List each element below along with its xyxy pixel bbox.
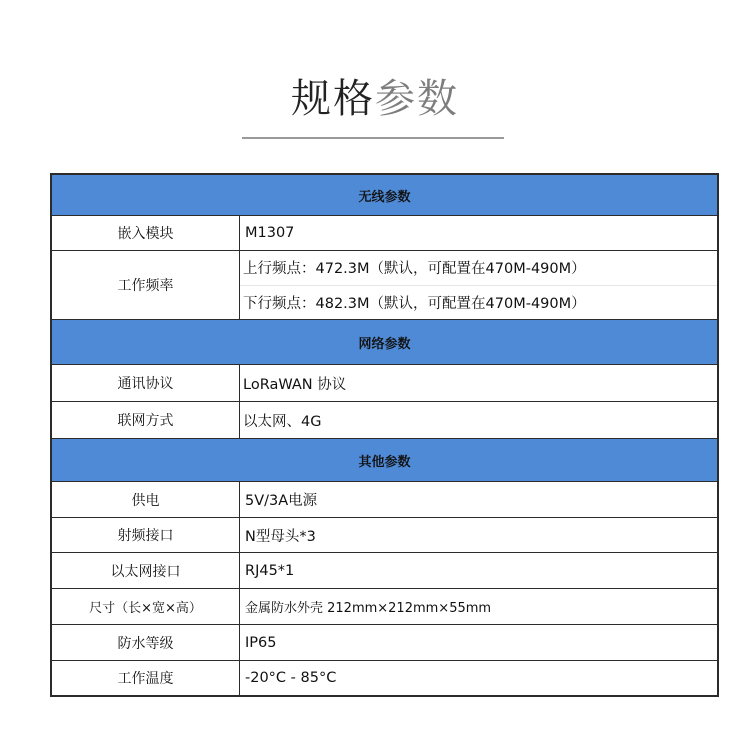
row-label: 嵌入模块 (52, 216, 240, 250)
section-title: 无线参数 (358, 189, 411, 205)
section-header-other (52, 439, 717, 482)
table-row-embedded-module (52, 216, 717, 251)
table-row-protocol (52, 365, 717, 402)
row-value-uplink: 上行频点：472.3M（默认，可配置在470M-490M） (240, 251, 717, 286)
section-title: 其他参数 (358, 454, 411, 470)
row-label: 通讯协议 (52, 365, 240, 401)
section-header-network (52, 320, 717, 365)
section-header-wireless (52, 175, 717, 216)
row-label: 射频接口 (52, 518, 240, 552)
page-title-light: 参数 (375, 76, 459, 122)
table-row-dimensions (52, 589, 717, 625)
spec-table (50, 173, 719, 697)
row-value: 以太网、4G (243, 413, 322, 430)
row-value: LoRaWAN 协议 (243, 376, 347, 393)
row-value: 金属防水外壳 212mm×212mm×55mm (245, 601, 492, 616)
row-label: 工作温度 (52, 661, 240, 695)
row-label: 工作频率 (52, 251, 240, 319)
title-underline (242, 137, 504, 139)
page-title (0, 70, 750, 128)
page-title-dark: 规格 (291, 76, 375, 122)
row-value: RJ45*1 (245, 562, 295, 579)
row-value: IP65 (245, 634, 277, 651)
table-row-temperature (52, 661, 717, 695)
row-label: 尺寸（长×宽×高） (52, 589, 240, 624)
row-value: M1307 (245, 225, 295, 241)
table-row-ethernet-port (52, 553, 717, 589)
table-row-power (52, 482, 717, 518)
row-value-downlink: 下行频点：482.3M（默认，可配置在470M-490M） (243, 295, 586, 312)
row-value: 5V/3A电源 (245, 493, 318, 509)
table-row-network-mode (52, 402, 717, 439)
row-value: N型母头*3 (245, 528, 316, 545)
row-label: 防水等级 (52, 625, 240, 660)
row-value: -20°C - 85°C (245, 670, 337, 686)
row-label: 供电 (52, 482, 240, 517)
table-row-rf-port (52, 518, 717, 553)
row-label: 以太网接口 (52, 553, 240, 588)
table-row-waterproof (52, 625, 717, 661)
section-title: 网络参数 (358, 336, 411, 352)
row-label: 联网方式 (52, 402, 240, 438)
table-row-frequency (52, 251, 717, 320)
